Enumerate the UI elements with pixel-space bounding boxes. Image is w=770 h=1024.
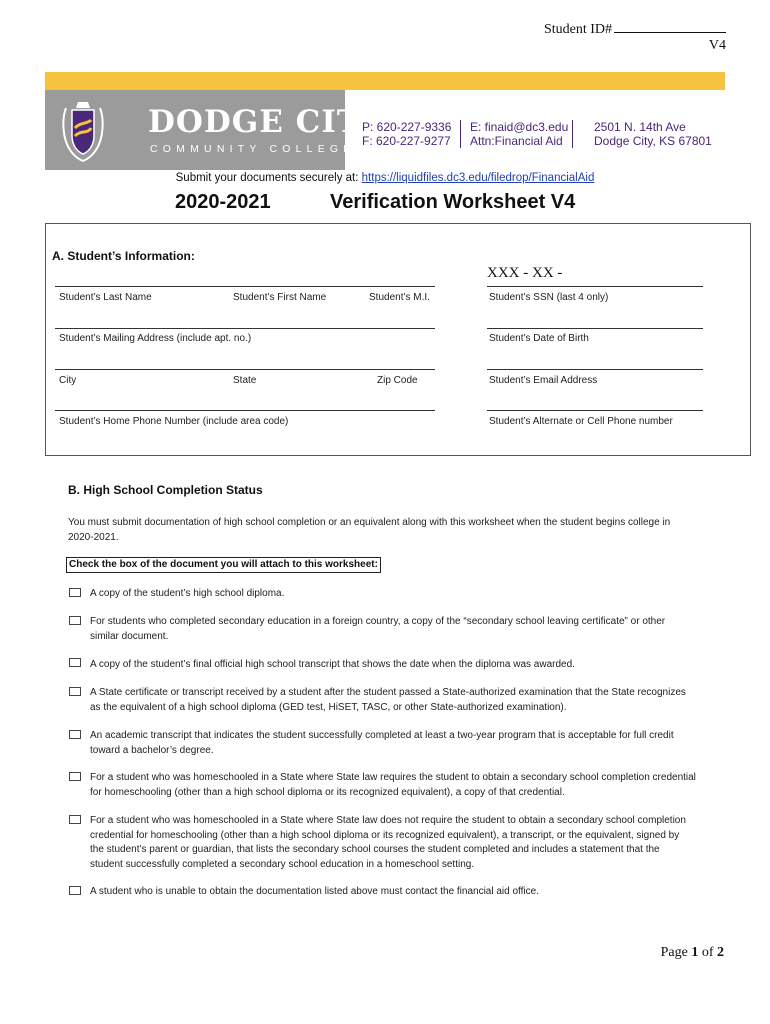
contact-divider xyxy=(572,120,573,148)
option-line: toward a bachelor’s degree. xyxy=(90,744,214,756)
unable-to-obtain-checkbox[interactable] xyxy=(69,886,81,895)
phone-number: P: 620-227-9336 xyxy=(362,120,452,134)
contact-divider xyxy=(460,120,461,148)
page-number xyxy=(600,945,724,961)
address-line-2: Dodge City, KS 67801 xyxy=(594,134,712,148)
option-line: For students who completed secondary education in a foreign country, a copy of the “secondary school leaving certificate” or other xyxy=(90,616,666,627)
city-label: City xyxy=(59,375,77,386)
state-label: State xyxy=(233,375,257,386)
fax-number: F: 620-227-9277 xyxy=(362,134,451,148)
student-id-label: Student ID# xyxy=(543,22,612,37)
option-line: For a student who was homeschooled in a State where State law requires the student to obtain a secondary school completion credential xyxy=(90,772,696,783)
option-homeschool-credential xyxy=(90,771,720,800)
option-state-certificate xyxy=(90,686,720,715)
diploma-checkbox[interactable] xyxy=(69,588,81,597)
ssn-mask: XXX - XX - xyxy=(487,265,563,281)
last-name-label: Student’s Last Name xyxy=(59,292,152,303)
option-line: An academic transcript that indicates the student successfully completed at least a two-year program that is acceptable for full credit xyxy=(90,730,674,741)
city-state-zip-field-line[interactable] xyxy=(55,369,435,370)
first-name-label: Student’s First Name xyxy=(233,292,327,303)
alt-phone-field-line[interactable] xyxy=(487,410,703,411)
option-line: credential for homeschooling (other than a high school diploma or its recognized equivalent), a transcript, or the equivalent, signed by xyxy=(90,829,680,841)
homeschool-credential-checkbox[interactable] xyxy=(69,772,81,781)
zip-code-label: Zip Code xyxy=(377,375,418,386)
option-diploma xyxy=(90,587,720,602)
option-line: A student who is unable to obtain the documentation listed above must contact the financial aid office. xyxy=(90,886,539,897)
upload-link[interactable]: https://liquidfiles.dc3.edu/filedrop/FinancialAid xyxy=(361,172,595,184)
email-field-line[interactable] xyxy=(487,369,703,370)
college-logo-subtitle: COMMUNITY COLLEGE xyxy=(150,143,356,155)
header-accent-bar xyxy=(45,72,725,90)
option-line: the student’s parent or guardian, that lists the secondary school courses the student completed and includes a statement that the xyxy=(90,844,660,855)
home-phone-field-line[interactable] xyxy=(55,410,435,411)
section-b-intro xyxy=(68,515,728,545)
middle-initial-label: Student’s M.I. xyxy=(369,292,430,303)
address-line-1: 2501 N. 14th Ave xyxy=(594,120,686,134)
contact-address-block xyxy=(594,120,712,148)
email-label: Student’s Email Address xyxy=(489,375,598,386)
submit-prefix: Submit your documents securely at: xyxy=(175,172,359,184)
award-year: 2020-2021 xyxy=(175,191,271,213)
option-line: student successfully completed a secondary school education in a homeschool setting. xyxy=(90,858,475,870)
college-logo-title: DODGE CITY xyxy=(148,104,385,140)
option-unable-to-obtain xyxy=(90,885,720,900)
submit-instructions xyxy=(0,172,770,184)
homeschool-transcript-checkbox[interactable] xyxy=(69,815,81,824)
alt-phone-label: Student’s Alternate or Cell Phone number xyxy=(489,416,673,427)
intro-line: 2020-2021. xyxy=(68,532,119,543)
option-academic-transcript xyxy=(90,729,720,758)
version-label: V4 xyxy=(708,38,726,53)
state-certificate-checkbox[interactable] xyxy=(69,687,81,696)
page-of: of xyxy=(701,945,714,960)
option-line: for homeschooling (other than a high school diploma or its recognized equivalent), a copy of that credential. xyxy=(90,786,565,798)
academic-transcript-checkbox[interactable] xyxy=(69,730,81,739)
option-line: similar document. xyxy=(90,630,169,642)
name-field-line[interactable] xyxy=(55,286,435,287)
email-address[interactable]: E: finaid@dc3.edu xyxy=(470,120,569,134)
foreign-certificate-checkbox[interactable] xyxy=(69,616,81,625)
college-shield-icon xyxy=(60,98,106,162)
page-word: Page xyxy=(660,945,688,960)
student-id-blank[interactable] xyxy=(614,20,726,33)
transcript-checkbox[interactable] xyxy=(69,658,81,667)
section-b-heading: B. High School Completion Status xyxy=(68,483,263,497)
option-line: A copy of the student’s final official high school transcript that shows the date when the diploma was awarded. xyxy=(90,659,575,670)
mailing-address-label: Student’s Mailing Address (include apt. no.) xyxy=(59,333,252,344)
home-phone-label: Student’s Home Phone Number (include area code) xyxy=(59,416,289,427)
option-line: A State certificate or transcript received by a student after the student passed a State-authorized examination that the State recognizes xyxy=(90,687,686,698)
ssn-label: Student’s SSN (last 4 only) xyxy=(489,292,609,303)
page-total: 2 xyxy=(717,945,724,960)
option-line: as the equivalent of a high school diploma (GED test, HiSET, TASC, or other State-authorized examination). xyxy=(90,701,567,713)
student-id-field xyxy=(520,20,726,38)
intro-line: You must submit documentation of high school completion or an equivalent along with this worksheet when the student begins college in xyxy=(68,517,671,528)
option-line: A copy of the student’s high school diploma. xyxy=(90,588,285,599)
option-line: For a student who was homeschooled in a State where State law does not require the student to obtain a secondary school completion xyxy=(90,815,686,826)
page-current: 1 xyxy=(691,945,699,960)
ssn-field-line[interactable] xyxy=(487,286,703,287)
option-foreign-certificate xyxy=(90,615,720,644)
attention-line: Attn:Financial Aid xyxy=(470,134,563,148)
dob-field-line[interactable] xyxy=(487,328,703,329)
section-a-heading: A. Student’s Information: xyxy=(52,249,195,263)
option-transcript xyxy=(90,658,720,673)
check-instructions: Check the box of the document you will attach to this worksheet: xyxy=(66,557,381,573)
mailing-address-field-line[interactable] xyxy=(55,328,435,329)
dob-label: Student’s Date of Birth xyxy=(489,333,589,344)
contact-phone-block xyxy=(362,120,451,148)
contact-email-block xyxy=(470,120,568,148)
option-homeschool-transcript xyxy=(90,814,720,872)
document-title: Verification Worksheet V4 xyxy=(330,191,576,213)
